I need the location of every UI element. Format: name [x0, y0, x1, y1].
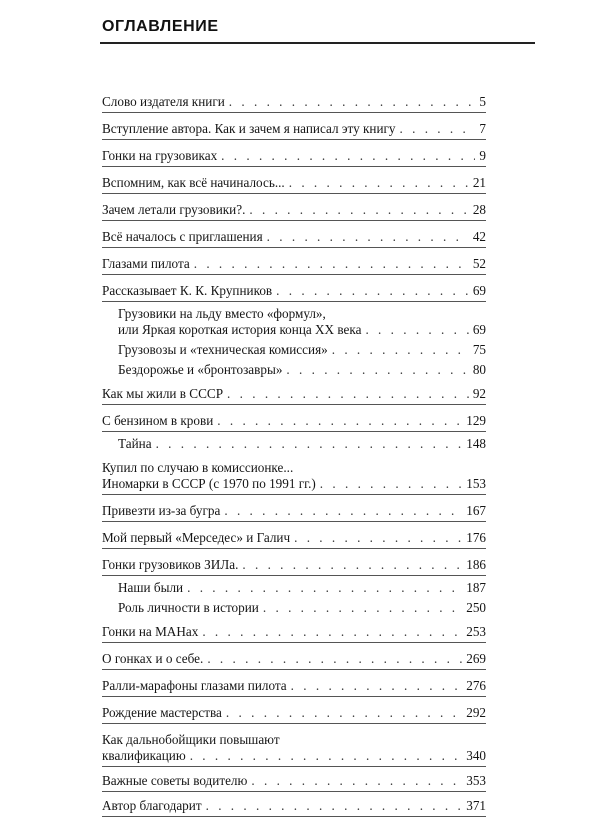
toc-page-number: 253 [466, 624, 486, 639]
toc-page-number: 69 [472, 283, 486, 298]
toc-page-number: 9 [479, 148, 486, 163]
toc-page-number: 129 [466, 413, 486, 428]
toc-page-number: 52 [472, 256, 486, 271]
toc-entry-title: Автор благодарит [102, 798, 202, 813]
toc-entry-title: Глазами пилота [102, 256, 190, 271]
toc-page-number: 7 [479, 121, 486, 136]
toc-page-number: 353 [466, 773, 486, 788]
toc-entry-title-line: Купил по случаю в комиссионке... [102, 460, 294, 475]
toc-page-number: 75 [472, 342, 486, 357]
dot-leader [286, 362, 468, 378]
toc-entry-title: Как мы жили в СССР [102, 386, 224, 401]
toc-subentry [118, 362, 486, 378]
toc-entry [102, 229, 486, 248]
page-title: ОГЛАВЛЕНИЕ [102, 18, 219, 35]
toc-page-number: 292 [466, 705, 486, 720]
toc-page-number: 28 [472, 202, 486, 217]
dot-leader [156, 436, 463, 452]
toc-entry [102, 175, 486, 194]
toc-entry-title: Важные советы водителю [102, 773, 248, 788]
toc-entry-title: Всё началось с приглашения [102, 229, 263, 244]
dot-leader [294, 530, 462, 546]
dot-leader [226, 705, 462, 721]
toc-entry-title: Роль личности в истории [118, 600, 259, 615]
dot-leader [224, 503, 462, 519]
toc-subentry [118, 600, 486, 616]
dot-leader [320, 476, 462, 492]
toc-entry [102, 651, 486, 670]
toc-entry-title-line: Как дальнобойщики повышают [102, 732, 280, 747]
toc-entry-title: Привезти из-за бугра [102, 503, 221, 518]
toc-page-number: 80 [472, 362, 486, 377]
dot-leader [289, 175, 469, 191]
toc-entry-title: Иномарки в СССР (с 1970 по 1991 гг.) [102, 476, 316, 491]
toc-entry [102, 202, 486, 221]
toc-entry [102, 94, 486, 113]
dot-leader [190, 748, 463, 764]
toc-entry [102, 460, 486, 495]
dot-leader [332, 342, 469, 358]
toc-entry-title-line: Грузовики на льду вместо «формул», [118, 306, 326, 321]
toc-page-number: 167 [466, 503, 486, 518]
toc-entry [102, 503, 486, 522]
toc-page-number: 92 [472, 386, 486, 401]
toc-entry-title: Вспомним, как всё начиналось... [102, 175, 285, 190]
toc-entry [102, 678, 486, 697]
dot-leader [187, 580, 462, 596]
dot-leader [227, 386, 469, 402]
toc-entry [102, 256, 486, 275]
toc-page-number: 186 [466, 557, 486, 572]
toc-entry-title: Тайна [118, 436, 152, 451]
toc-subentry [118, 342, 486, 358]
dot-leader [194, 256, 469, 272]
toc-entry [102, 705, 486, 724]
toc-subentry [118, 580, 486, 596]
toc-entry-title: С бензином в крови [102, 413, 214, 428]
toc-entry-title: Зачем летали грузовики?. [102, 202, 246, 217]
toc-entry-title: Рождение мастерства [102, 705, 222, 720]
toc-page-number: 5 [479, 94, 486, 109]
toc-entry [102, 121, 486, 140]
dot-leader [207, 651, 462, 667]
toc-page-number: 148 [466, 436, 486, 451]
toc-entry-title: Грузовозы и «техническая комиссия» [118, 342, 328, 357]
dot-leader [400, 121, 476, 137]
dot-leader [202, 624, 462, 640]
toc-page-number: 276 [466, 678, 486, 693]
toc-subentry [118, 436, 486, 452]
dot-leader [242, 557, 462, 573]
toc-entry [102, 530, 486, 549]
toc-entry [102, 283, 486, 302]
toc-page-number: 153 [466, 476, 486, 491]
dot-leader [291, 678, 463, 694]
dot-leader [263, 600, 462, 616]
toc-entry [102, 386, 486, 405]
toc-page-number: 269 [466, 651, 486, 666]
dot-leader [251, 773, 462, 789]
toc-page-number: 21 [472, 175, 486, 190]
toc-entry [102, 413, 486, 432]
title-rule [100, 42, 535, 44]
toc-entry-title: Рассказывает К. К. Крупников [102, 283, 273, 298]
dot-leader [267, 229, 469, 245]
toc-entry [102, 773, 486, 792]
toc-entry [102, 148, 486, 167]
toc-page-number: 176 [466, 530, 486, 545]
dot-leader [217, 413, 462, 429]
toc-entry [102, 557, 486, 576]
toc-entry-title: Мой первый «Мерседес» и Галич [102, 530, 291, 545]
toc-page-number: 371 [466, 798, 486, 813]
dot-leader [365, 322, 468, 338]
toc-entry-title: или Яркая короткая история конца XX века [118, 322, 362, 337]
toc-entry-title: О гонках и о себе. [102, 651, 204, 666]
toc-entry-title: Наши были [118, 580, 184, 595]
toc-entry-title: Гонки грузовиков ЗИЛа. [102, 557, 239, 572]
toc-entry-title: Слово издателя книги [102, 94, 225, 109]
toc-page-number: 250 [466, 600, 486, 615]
dot-leader [249, 202, 468, 218]
toc-entry-title: Гонки на грузовиках [102, 148, 218, 163]
dot-leader [206, 798, 463, 814]
toc-list [102, 88, 486, 817]
toc-entry-title: Вступление автора. Как и зачем я написал эту книгу [102, 121, 396, 136]
toc-entry [102, 624, 486, 643]
toc-entry-title: Гонки на МАНах [102, 624, 199, 639]
toc-page-number: 187 [466, 580, 486, 595]
toc-page-number: 69 [472, 322, 486, 337]
toc-entry [102, 798, 486, 817]
dot-leader [221, 148, 475, 164]
toc-entry-title: Ралли-марафоны глазами пилота [102, 678, 287, 693]
dot-leader [229, 94, 476, 110]
toc-page-number: 42 [472, 229, 486, 244]
toc-entry-title: Бездорожье и «бронтозавры» [118, 362, 283, 377]
dot-leader [276, 283, 469, 299]
toc-page-number: 340 [466, 748, 486, 763]
toc-entry-title: квалификацию [102, 748, 186, 763]
toc-subentry [118, 306, 486, 338]
